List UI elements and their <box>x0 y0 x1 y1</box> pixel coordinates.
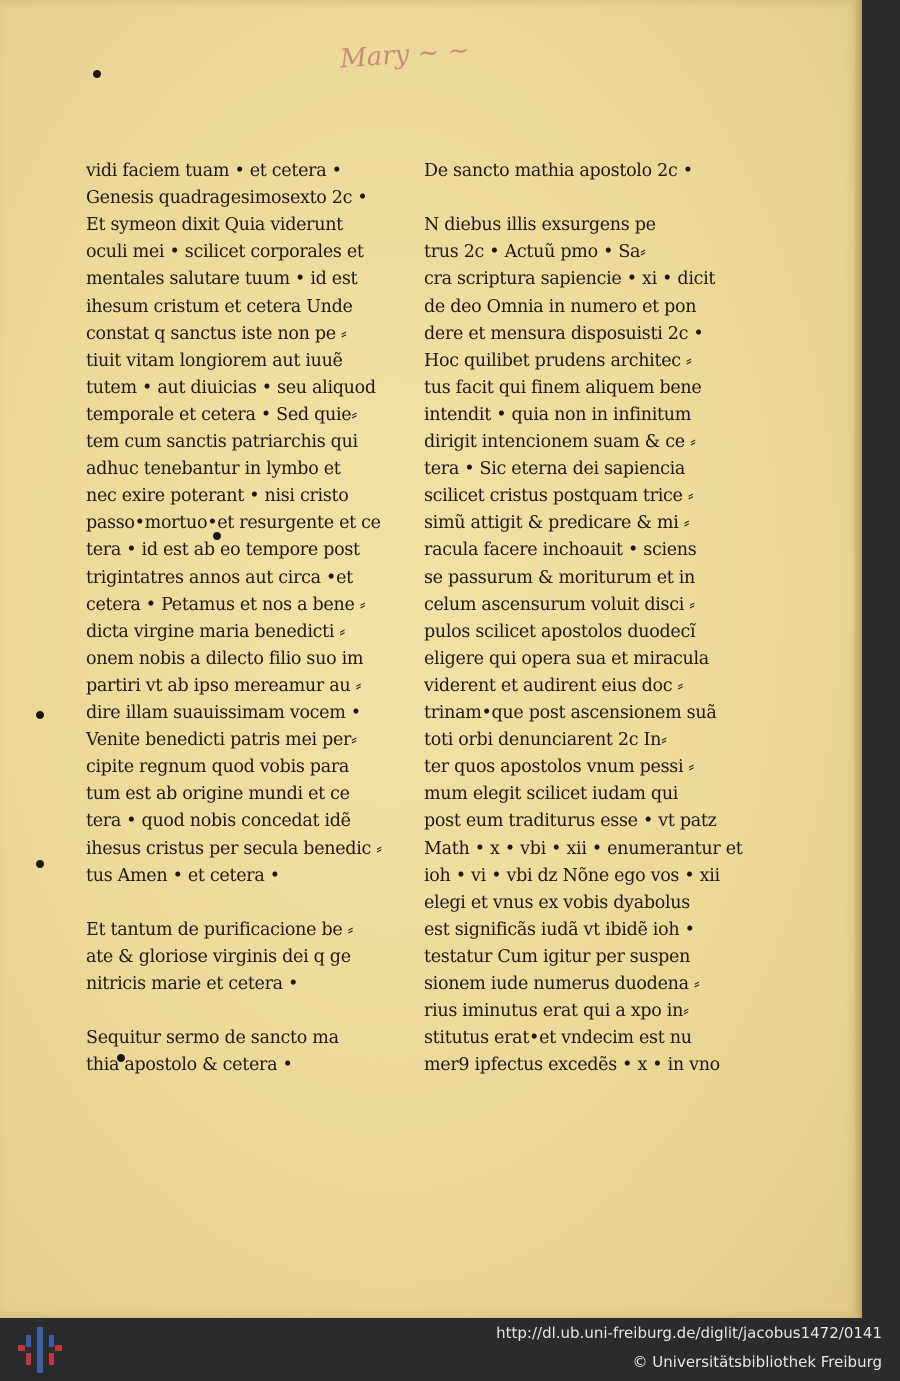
text-line: de deo Omnia in numero et pon <box>424 296 697 317</box>
text-line: simũ attigit & predicare & mi ⸗ <box>424 513 690 534</box>
text-line: pulos scilicet apostolos duodecĩ <box>424 621 696 642</box>
margin-note: Mary ~ ~ <box>339 35 471 75</box>
text-line: N diebus illis exsurgens pe <box>424 215 656 236</box>
text-line: trinam•que post ascensionem suã <box>424 703 717 723</box>
text-line: mentales salutare tuum • id est <box>86 269 358 290</box>
text-line: cetera • Petamus et nos a bene ⸗ <box>86 594 366 615</box>
text-line: ihesus cristus per secula benedic ⸗ <box>86 838 382 859</box>
text-line: Genesis quadragesimosexto 2c • <box>86 188 368 209</box>
copyright-text: © Universitätsbibliothek Freiburg <box>632 1353 882 1371</box>
text-line: se passurum & moriturum et in <box>424 567 696 588</box>
text-line: tera • Sic eterna dei sapiencia <box>424 459 686 480</box>
text-line: temporale et cetera • Sed quie⸗ <box>86 404 357 425</box>
text-line: tus Amen • et cetera • <box>86 865 280 886</box>
text-line: tera • quod nobis concedat idẽ <box>86 811 351 832</box>
text-line: eligere qui opera sua et miracula <box>424 648 709 669</box>
text-line: ate & gloriose virginis dei q ge <box>86 946 351 967</box>
text-line: sionem iude numerus duodena ⸗ <box>424 974 700 994</box>
text-line: intendit • quia non in infinitum <box>424 404 692 425</box>
text-line: trus 2c • Actuũ pmo • Sa⸗ <box>424 242 646 263</box>
text-line: mum elegit scilicet iudam qui <box>424 784 679 805</box>
text-line: partiri vt ab ipso mereamur au ⸗ <box>86 675 362 696</box>
text-line: dirigit intencionem suam & ce ⸗ <box>424 432 696 452</box>
text-line: tus facit qui finem aliquem bene <box>424 377 702 398</box>
text-line: ihesum cristum et cetera Unde <box>86 296 353 317</box>
text-line: racula facere inchoauit • sciens <box>424 540 697 561</box>
text-line: Hoc quilibet prudens architec ⸗ <box>424 350 692 371</box>
text-line: adhuc tenebantur in lymbo et <box>86 459 341 480</box>
text-line: tiuit vitam longiorem aut iuuẽ <box>86 350 343 371</box>
text-line: Et tantum de purificacione be ⸗ <box>86 919 354 940</box>
text-line: dicta virgine maria benedicti ⸗ <box>86 621 345 642</box>
text-line: vidi faciem tuam • et cetera • <box>86 161 342 181</box>
text-line: tutem • aut diuicias • seu aliquod <box>86 377 376 398</box>
text-line: post eum traditurus esse • vt patz <box>424 811 717 832</box>
text-line: toti orbi denunciarent 2c In⸗ <box>424 730 667 751</box>
text-line: elegi et vnus ex vobis dyabolus <box>424 892 690 913</box>
text-line: De sancto mathia apostolo 2c • <box>424 161 693 181</box>
text-line: rius iminutus erat qui a xpo in⸗ <box>424 1001 689 1022</box>
text-line: cra scriptura sapiencie • xi • dicit <box>424 269 716 290</box>
text-line: Et symeon dixit Quia viderunt <box>86 215 343 236</box>
text-line: ter quos apostolos vnum pessi ⸗ <box>424 757 695 778</box>
text-line: nec exire poterant • nisi cristo <box>86 486 349 507</box>
text-line: stitutus erat•et vndecim est nu <box>424 1028 692 1049</box>
text-line: tera • id est ab eo tempore post <box>86 540 360 561</box>
text-line: testatur Cum igitur per suspen <box>424 946 691 967</box>
text-line: trigintatres annos aut circa •et <box>86 567 353 588</box>
text-line: thia apostolo & cetera • <box>86 1055 293 1076</box>
text-line: celum ascensurum voluit disci ⸗ <box>424 594 695 615</box>
text-line: ioh • vi • vbi dz Nõne ego vos • xii <box>424 865 720 886</box>
text-line: dere et mensura disposuisti 2c • <box>424 323 704 344</box>
text-line: Venite benedicti patris mei per⸗ <box>86 730 357 751</box>
text-line: scilicet cristus postquam trice ⸗ <box>424 486 694 507</box>
text-line: onem nobis a dilecto filio suo im <box>86 648 364 669</box>
margin-dot <box>36 711 44 719</box>
text-line: tem cum sanctis patriarchis qui <box>86 432 358 452</box>
text-line: nitricis marie et cetera • <box>86 974 299 994</box>
text-line: viderent et audirent eius doc ⸗ <box>424 675 684 696</box>
text-line: mer9 ipfectus excedẽs • x • in vno <box>424 1055 720 1076</box>
text-line: dire illam suauissimam vocem • <box>86 703 361 723</box>
text-line: oculi mei • scilicet corporales et <box>86 242 364 263</box>
text-line: est significãs iudã vt ibidẽ ioh • <box>424 919 695 940</box>
text-line: Sequitur sermo de sancto ma <box>86 1028 339 1049</box>
text-line: cipite regnum quod vobis para <box>86 757 350 778</box>
margin-dot <box>36 860 44 868</box>
text-line: passo•mortuo•et resurgente et ce <box>86 513 381 534</box>
margin-dot <box>93 70 101 78</box>
library-logo-icon <box>18 1327 62 1373</box>
text-line: Math • x • vbi • xii • enumerantur et <box>424 838 743 859</box>
document-url[interactable]: http://dl.ub.uni-freiburg.de/diglit/jacobus1472/0141 <box>496 1324 882 1342</box>
text-line: tum est ab origine mundi et ce <box>86 784 350 805</box>
text-line: constat q sanctus iste non pe ⸗ <box>86 323 347 344</box>
page-edge <box>854 0 862 1318</box>
